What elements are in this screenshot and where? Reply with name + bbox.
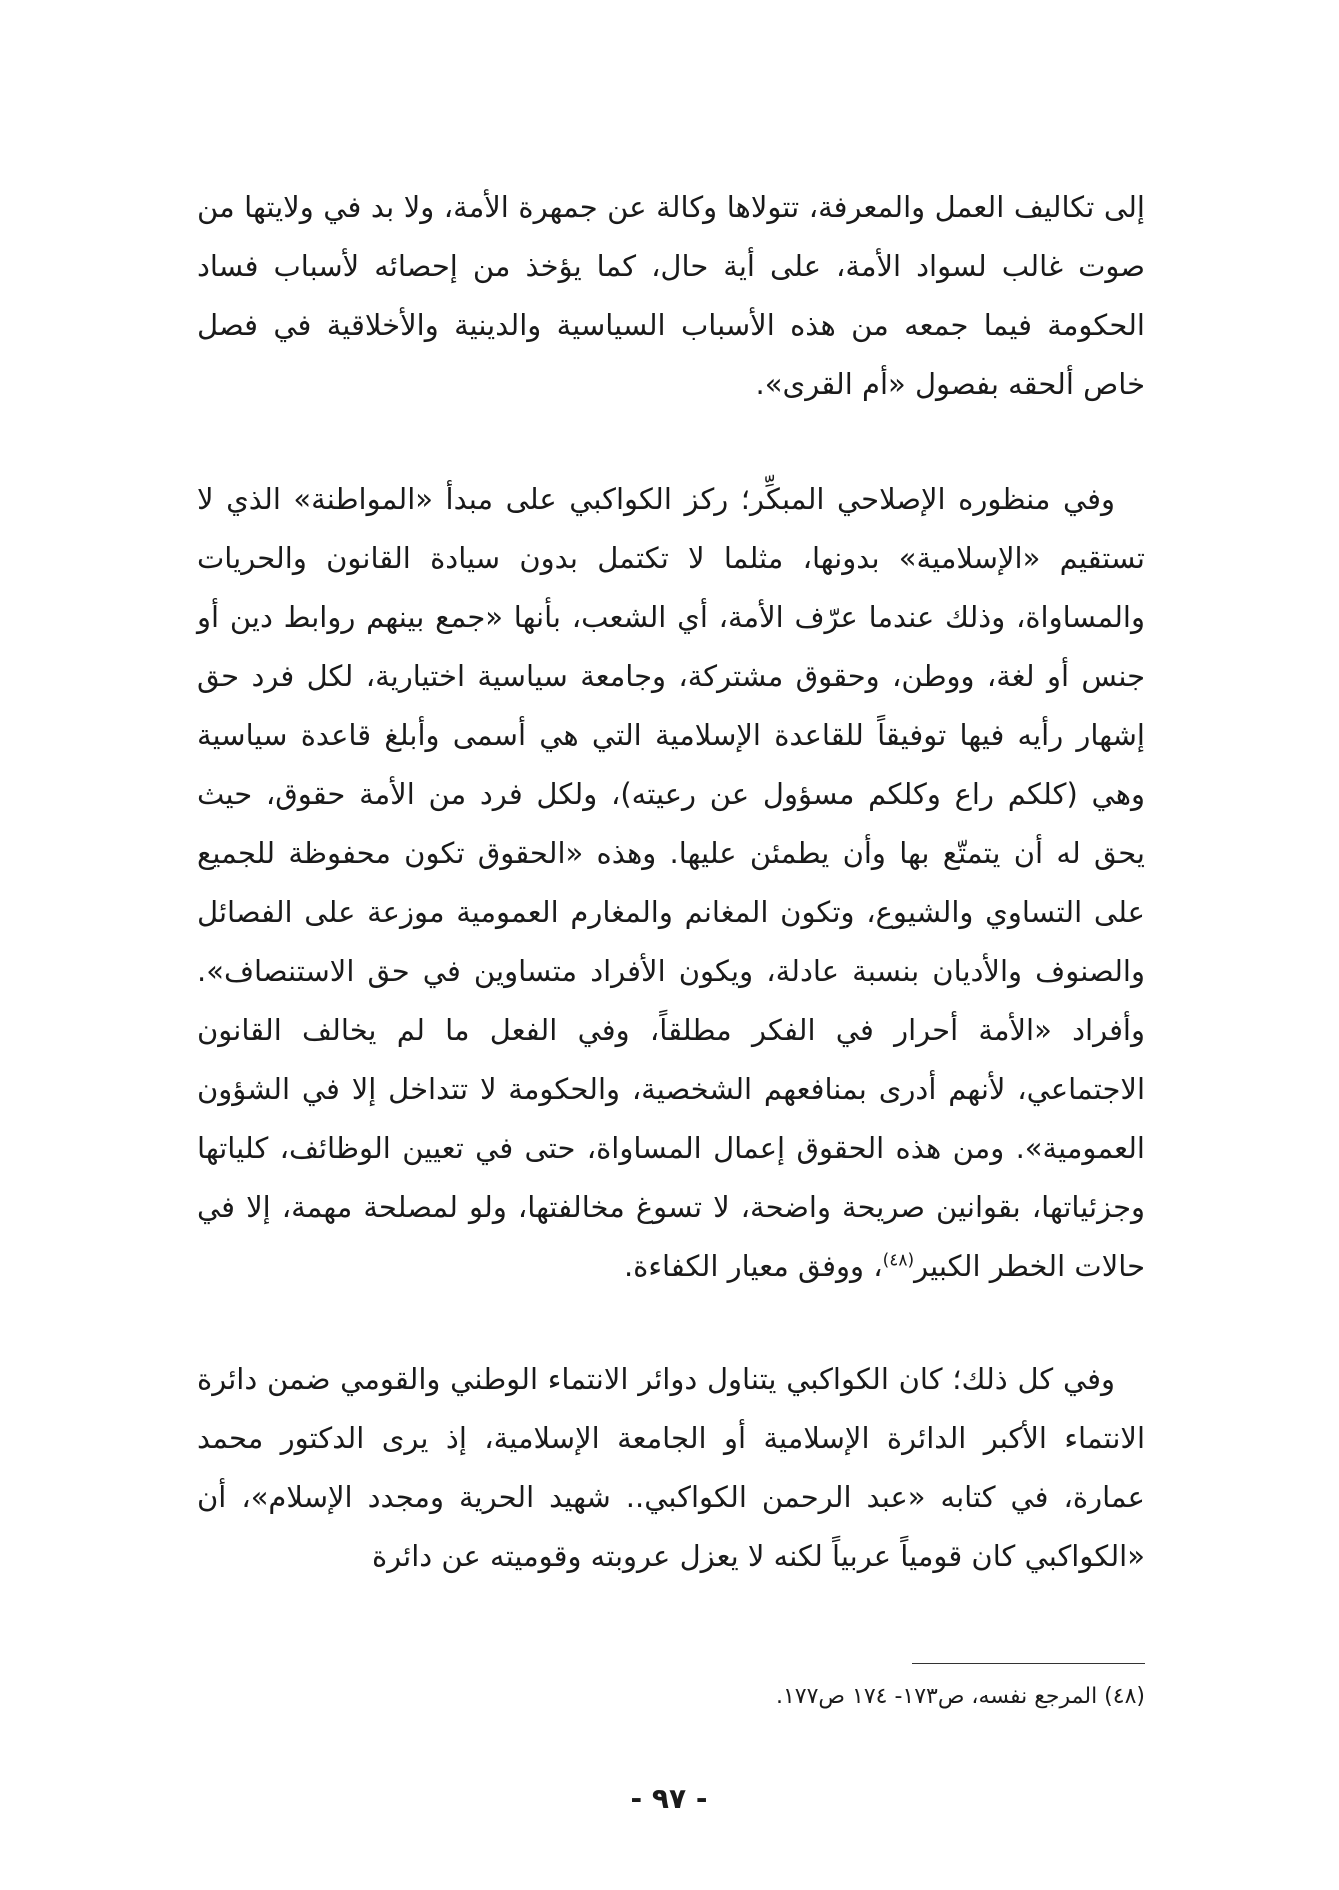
paragraph-2 bbox=[197, 470, 1145, 1296]
paragraph-3: وفي كل ذلك؛ كان الكواكبي يتناول دوائر الانتماء الوطني والقومي ضمن دائرة الانتماء الأكبر الدائرة الإسلامية أو الجامعة الإسلامية، إذ يرى الدكتور محمد عمارة، في كتابه «عبد الرحمن الكواكبي.. شهيد الحرية ومجدد الإسلام»، أن «الكواكبي كان قومياً عربياً لكنه لا يعزل عروبته وقوميته عن دائرة bbox=[197, 1362, 1145, 1573]
footnote-reference: (٤٨) bbox=[882, 1250, 915, 1271]
paragraph-1: إلى تكاليف العمل والمعرفة، تتولاها وكالة عن جمهرة الأمة، ولا بد في ولايتها من صوت غالب لسواد الأمة، على أية حال، كما يؤخذ من إحصائه لأسباب فساد الحكومة فيما جمعه من هذه الأسباب السياسية والدينية والأخلاقية في فصل خاص ألحقه بفصول «أم القرى». bbox=[197, 190, 1145, 401]
page-number: - ٩٧ - bbox=[630, 1782, 708, 1815]
footnote-divider bbox=[912, 1663, 1145, 1664]
footnote: (٤٨) المرجع نفسه، ص١٧٣- ١٧٤ ص١٧٧. bbox=[775, 1684, 1145, 1709]
paragraph-2-text: وفي منظوره الإصلاحي المبكِّر؛ ركز الكواكبي على مبدأ «المواطنة» الذي لا تستقيم «الإسلامية» بدونها، مثلما لا تكتمل بدون سيادة القانون والحريات والمساواة، وذلك عندما عرّف الأمة، أي الشعب، بأنها «جمع بينهم روابط دين أو جنس أو لغة، ووطن، وحقوق مشتركة، وجامعة سياسية اختيارية، لكل فرد حق إشهار رأيه فيها توفيقاً للقاعدة الإسلامية التي هي أسمى وأبلغ قاعدة سياسية وهي (كلكم راع وكلكم مسؤول عن رعيته)، ولكل فرد من الأمة حقوق، حيث يحق له أن يتمتّع بها وأن يطمئن عليها. وهذه «الحقوق تكون محفوظة للجميع على التساوي والشيوع، وتكون المغانم والمغارم العمومية موزعة على الفصائل والصنوف والأديان بنسبة عادلة، ويكون الأفراد متساوين في حق الاستنصاف». وأفراد «الأمة أحرار في الفكر مطلقاً، وفي الفعل ما لم يخالف القانون الاجتماعي، لأنهم أدرى بمنافعهم الشخصية، والحكومة لا تتداخل إلا في الشؤون العمومية». ومن هذه الحقوق إعمال المساواة، حتى في تعيين الوظائف، كلياتها وجزئياتها، بقوانين صريحة واضحة، لا تسوغ مخالفتها، ولو لمصلحة مهمة، إلا في حالات الخطر الكبير bbox=[197, 482, 1145, 1283]
paragraph-2-text-end: ، ووفق معيار الكفاءة. bbox=[623, 1249, 883, 1283]
